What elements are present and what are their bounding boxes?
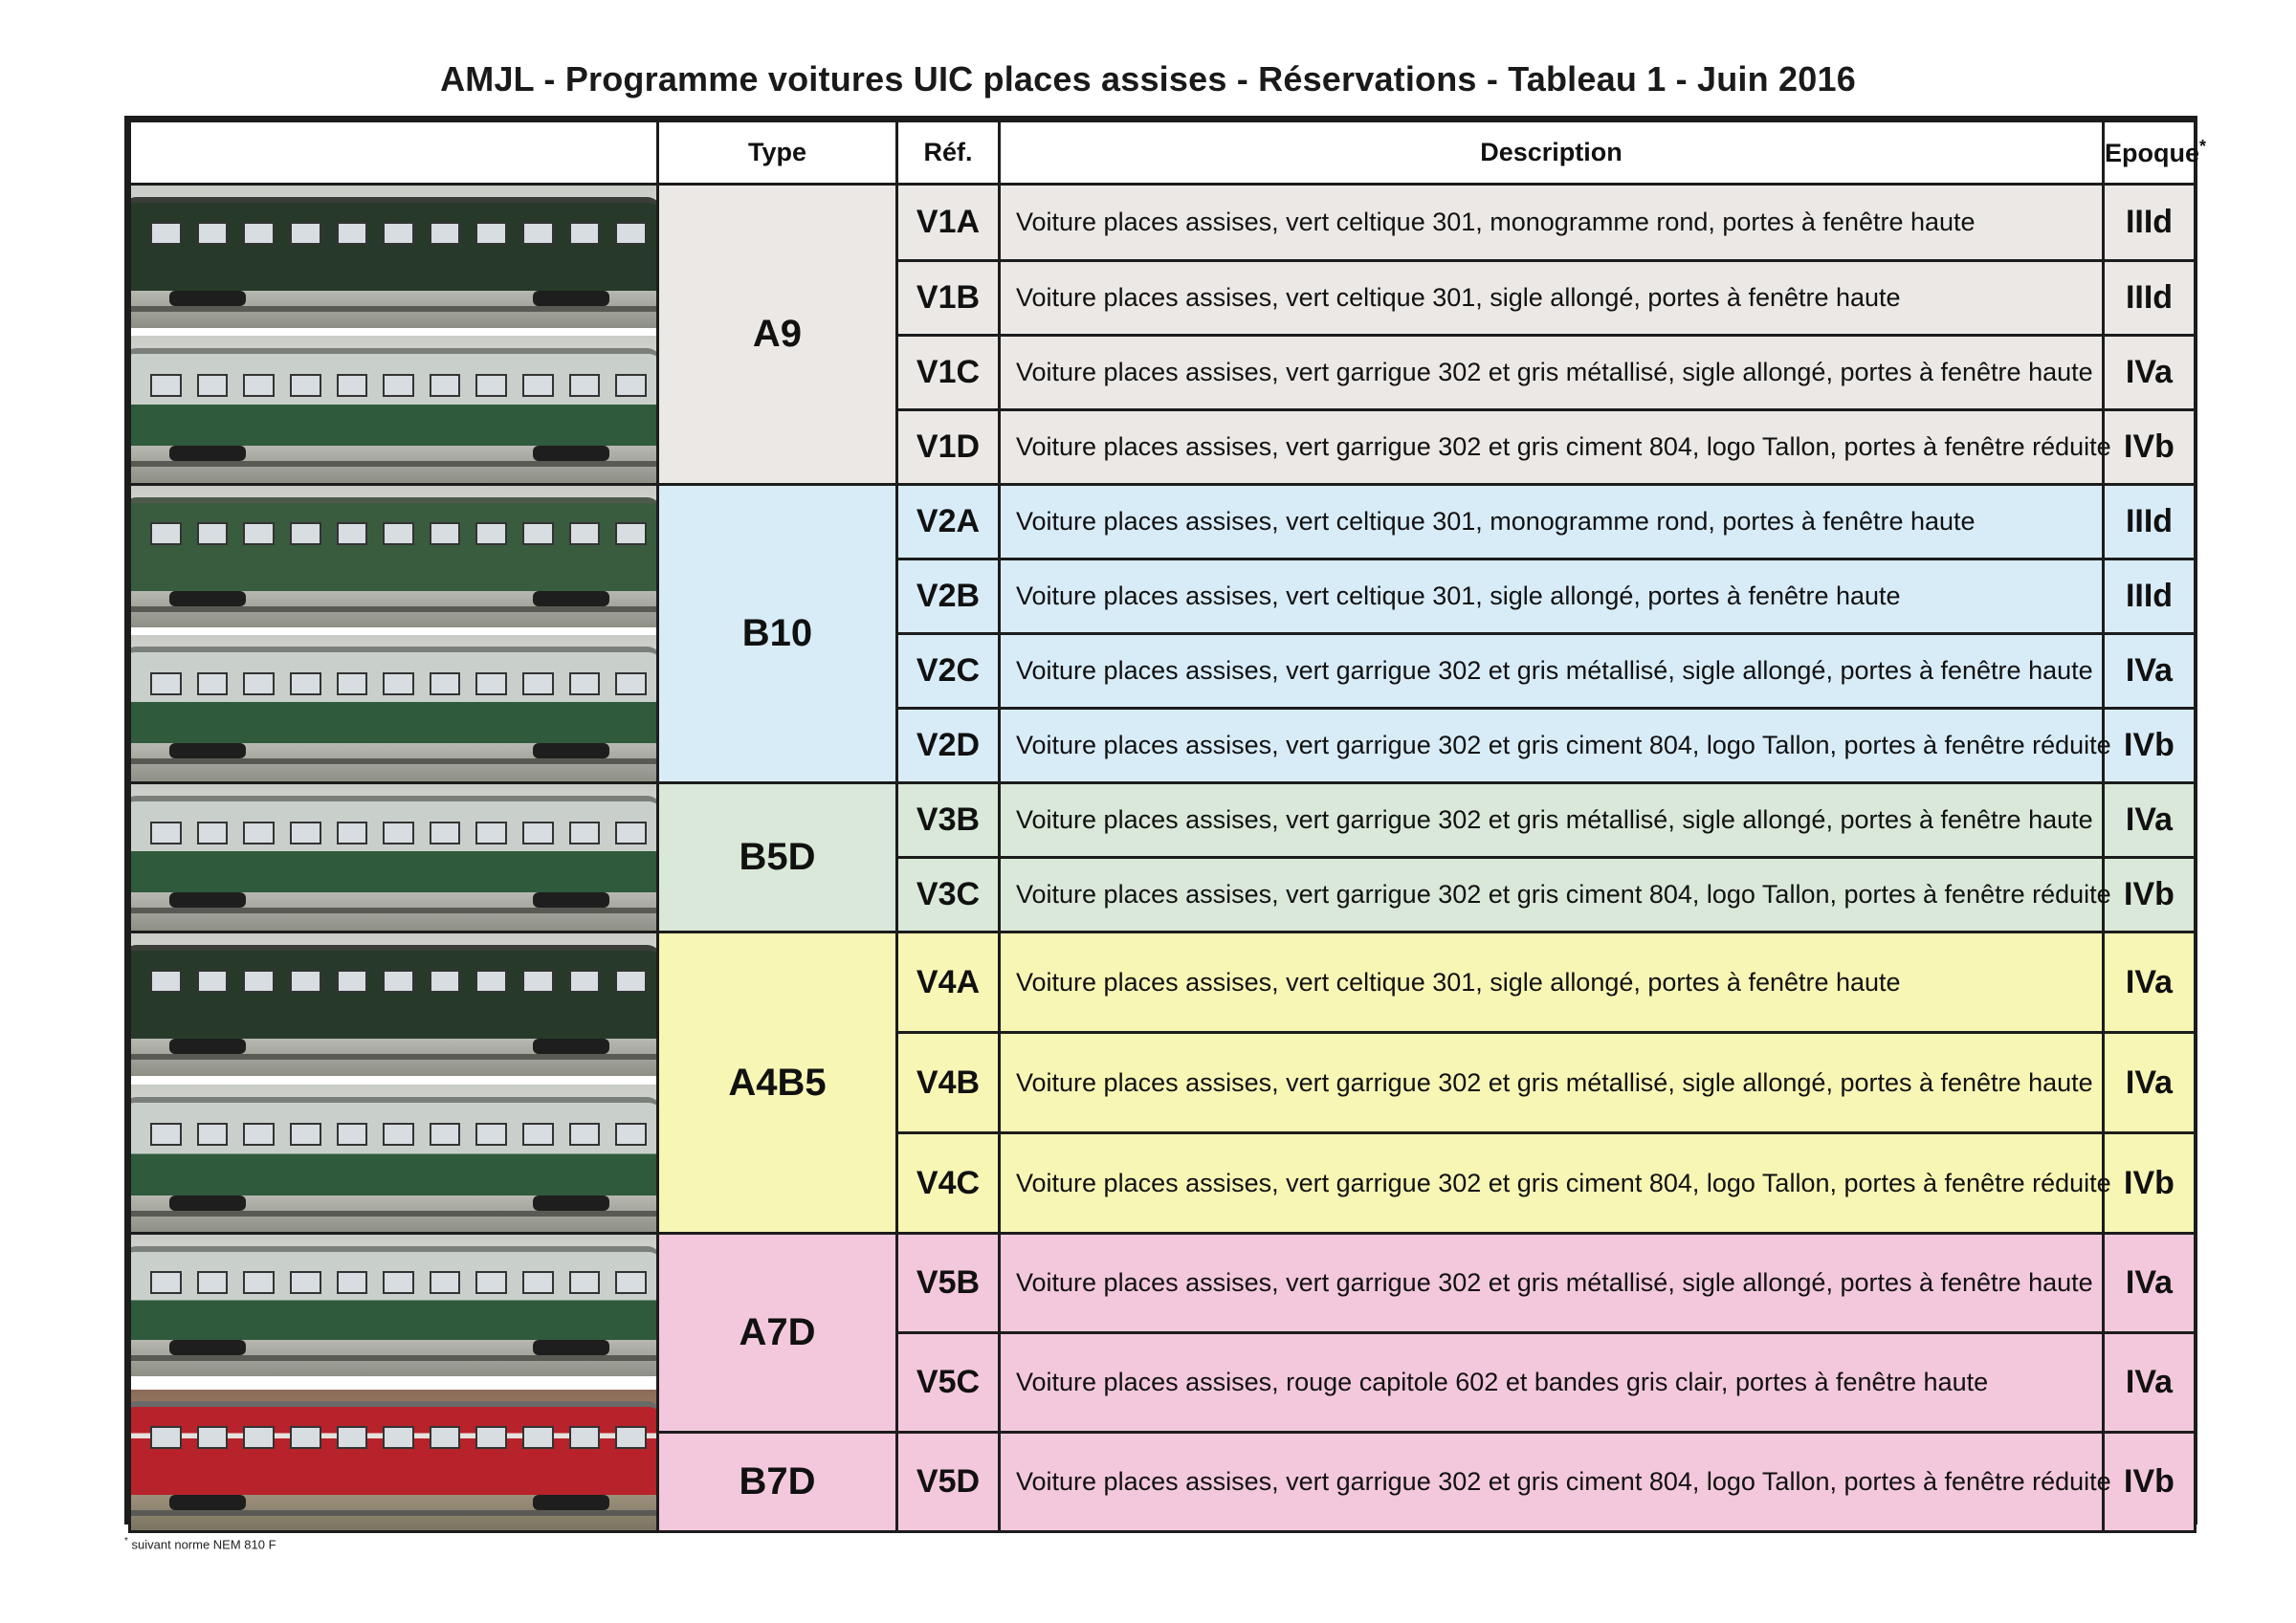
epoque-cell: IVa <box>2104 1234 2196 1333</box>
coach-image <box>131 933 656 1076</box>
description-cell: Voiture places assises, vert celtique 301, sigle allongé, portes à fenêtre haute <box>1000 932 2104 1033</box>
ref-cell: V1C <box>897 336 1000 410</box>
type-cell: B7D <box>658 1433 897 1532</box>
epoque-header: Epoque* <box>2104 121 2196 185</box>
ref-cell: V4C <box>897 1133 1000 1234</box>
epoque-cell: IVa <box>2104 1033 2196 1133</box>
description-cell: Voiture places assises, vert garrigue 302 et gris ciment 804, logo Tallon, portes à fenêtre réduite <box>1000 1433 2104 1532</box>
ref-header: Réf. <box>897 121 1000 185</box>
description-header: Description <box>1000 121 2104 185</box>
coach-photo <box>130 1234 658 1532</box>
photo-header <box>130 121 658 185</box>
epoque-cell: IVb <box>2104 858 2196 932</box>
epoque-cell: IVa <box>2104 336 2196 410</box>
description-cell: Voiture places assises, vert garrigue 302 et gris métallisé, sigle allongé, portes à fenêtre haute <box>1000 1033 2104 1133</box>
epoque-cell: IVa <box>2104 1333 2196 1433</box>
description-cell: Voiture places assises, rouge capitole 602 et bandes gris clair, portes à fenêtre haute <box>1000 1333 2104 1433</box>
coach-image <box>131 784 656 932</box>
epoque-cell: IVb <box>2104 1133 2196 1234</box>
description-cell: Voiture places assises, vert garrigue 302 et gris métallisé, sigle allongé, portes à fenêtre haute <box>1000 336 2104 410</box>
epoque-cell: IVb <box>2104 709 2196 783</box>
coach-photo <box>130 185 658 485</box>
red-coach-image <box>131 1390 656 1531</box>
coach-image <box>131 1235 656 1376</box>
coach-photo <box>130 485 658 783</box>
coach-image <box>131 486 656 627</box>
epoque-footnote-mark: * <box>2199 137 2207 156</box>
epoque-cell: IIId <box>2104 559 2196 634</box>
table-row <box>130 932 2196 1033</box>
ref-cell: V4B <box>897 1033 1000 1133</box>
ref-cell: V2C <box>897 634 1000 709</box>
coach-image <box>131 336 656 484</box>
ref-cell: V4A <box>897 932 1000 1033</box>
ref-cell: V2B <box>897 559 1000 634</box>
type-cell: B5D <box>658 783 897 932</box>
type-cell: A9 <box>658 185 897 485</box>
epoque-cell: IVb <box>2104 1433 2196 1532</box>
ref-cell: V1A <box>897 185 1000 261</box>
epoque-cell: IIId <box>2104 261 2196 336</box>
ref-cell: V2A <box>897 485 1000 559</box>
coach-image <box>131 635 656 782</box>
ref-cell: V5B <box>897 1234 1000 1333</box>
epoque-cell: IVa <box>2104 783 2196 858</box>
ref-cell: V5C <box>897 1333 1000 1433</box>
type-header: Type <box>658 121 897 185</box>
description-cell: Voiture places assises, vert garrigue 302 et gris ciment 804, logo Tallon, portes à fenêtre réduite <box>1000 1133 2104 1234</box>
type-cell: A4B5 <box>658 932 897 1234</box>
description-cell: Voiture places assises, vert garrigue 302 et gris ciment 804, logo Tallon, portes à fenêtre réduite <box>1000 709 2104 783</box>
type-cell: B10 <box>658 485 897 783</box>
ref-cell: V1D <box>897 410 1000 485</box>
table-header-row <box>130 121 2196 185</box>
ref-cell: V3C <box>897 858 1000 932</box>
description-cell: Voiture places assises, vert celtique 301, sigle allongé, portes à fenêtre haute <box>1000 559 2104 634</box>
type-cell: A7D <box>658 1234 897 1433</box>
epoque-cell: IVa <box>2104 634 2196 709</box>
ref-cell: V3B <box>897 783 1000 858</box>
coach-image <box>131 186 656 328</box>
description-cell: Voiture places assises, vert celtique 301, monogramme rond, portes à fenêtre haute <box>1000 485 2104 559</box>
epoque-cell: IVa <box>2104 932 2196 1033</box>
table-row <box>130 485 2196 559</box>
ref-cell: V1B <box>897 261 1000 336</box>
epoque-cell: IIId <box>2104 485 2196 559</box>
coach-image <box>131 1085 656 1234</box>
description-cell: Voiture places assises, vert celtique 301, monogramme rond, portes à fenêtre haute <box>1000 185 2104 261</box>
table-row <box>130 783 2196 858</box>
table-row <box>130 185 2196 261</box>
description-cell: Voiture places assises, vert garrigue 302 et gris métallisé, sigle allongé, portes à fenêtre haute <box>1000 783 2104 858</box>
ref-cell: V2D <box>897 709 1000 783</box>
ref-cell: V5D <box>897 1433 1000 1532</box>
description-cell: Voiture places assises, vert celtique 301, sigle allongé, portes à fenêtre haute <box>1000 261 2104 336</box>
reservation-table <box>124 116 2207 1524</box>
footnote: * suivant norme NEM 810 F <box>124 1536 276 1552</box>
coach-photo <box>130 783 658 932</box>
coach-photo <box>130 932 658 1234</box>
table-row <box>130 1234 2196 1333</box>
description-cell: Voiture places assises, vert garrigue 302 et gris ciment 804, logo Tallon, portes à fenêtre réduite <box>1000 410 2104 485</box>
epoque-cell: IIId <box>2104 185 2196 261</box>
description-cell: Voiture places assises, vert garrigue 302 et gris métallisé, sigle allongé, portes à fenêtre haute <box>1000 634 2104 709</box>
page-title: AMJL - Programme voitures UIC places assises - Réservations - Tableau 1 - Juin 2016 <box>440 59 1856 99</box>
description-cell: Voiture places assises, vert garrigue 302 et gris métallisé, sigle allongé, portes à fenêtre haute <box>1000 1234 2104 1333</box>
description-cell: Voiture places assises, vert garrigue 302 et gris ciment 804, logo Tallon, portes à fenêtre réduite <box>1000 858 2104 932</box>
epoque-cell: IVb <box>2104 410 2196 485</box>
